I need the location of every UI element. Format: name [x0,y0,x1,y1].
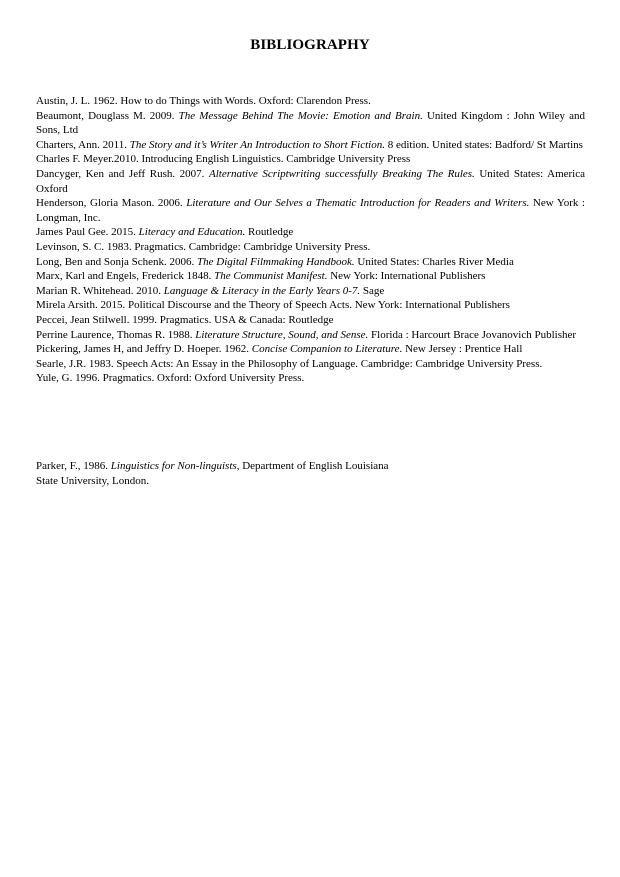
entry-text: United Kingdom : John Wiley and Sons, Ltd [36,109,585,137]
entry-text: Levinson, S. C. 1983. Pragmatics. Cambridge: Cambridge University Press. [36,240,371,253]
entry-text: Marian R. Whitehead. 2010. [36,284,164,297]
entry-text: Austin, J. L. 1962. How to do Things with Words. Oxford: Clarendon Press. [36,95,371,107]
entry-title: The Message Behind The Movie: Emotion and Brain. [178,109,423,122]
bibliography-entry [36,342,585,357]
entry-text: Dancyger, Ken and Jeff Rush. 2007. [36,167,209,180]
entry-text: James Paul Gee. 2015. [36,226,139,239]
bibliography-entry [36,371,585,386]
entry-title: The Digital Filmmaking Handbook. [197,255,355,268]
entry-text: United States: Charles River Media [354,255,514,268]
bibliography-entry [36,138,585,153]
entry-text: Long, Ben and Sonja Schenk. 2006. [36,255,198,268]
bibliography-entry [36,269,585,284]
entry-title: Literature and Our Selves a Thematic Introduction for Readers and Writers. [186,197,530,210]
entry-title: Linguistics for Non-linguists [110,460,237,472]
entry-title: Concise Companion to Literature. [251,343,403,356]
additional-entry [36,459,585,488]
bibliography-entry [36,225,585,240]
entry-text: Yule, G. 1996. Pragmatics. Oxford: Oxford University Press. [36,372,305,385]
bibliography-entry [36,109,585,138]
entry-text: Parker, F., 1986. [36,460,111,472]
entry-title: The Story and it’s Writer An Introduction to Short Fiction. [129,138,385,151]
entry-text: Charles F. Meyer.2010. Introducing English Linguistics. Cambridge University Press [36,153,411,166]
bibliography-entry [36,284,585,299]
bibliography-entry [36,313,585,328]
entry-text: Pickering, James H, and Jeffry D. Hoeper. 1962. [36,343,252,356]
page-title: BIBLIOGRAPHY [250,37,370,53]
entry-title: The Communist Manifest. [214,270,328,283]
entry-text: 8 edition. United states: Badford/ St Martins [384,138,583,151]
bibliography-entry [36,328,585,343]
entry-text: Routledge [245,226,294,239]
bibliography-entry [36,196,585,225]
entry-text: United States: America Oxford [36,167,585,195]
entry-text: Charters, Ann. 2011. [36,138,130,151]
entry-text: New Jersey : Prentice Hall [402,343,523,356]
bibliography-entry [36,240,585,255]
bibliography-entry [36,255,585,270]
entry-text: Marx, Karl and Engels, Frederick 1848. [36,270,215,283]
entry-text: New York : Longman, Inc. [36,197,585,224]
entry-text: Florida : Harcourt Brace Jovanovich Publisher [368,328,577,341]
entry-title: Alternative Scriptwriting successfully Breaking The Rules. [208,167,475,180]
entry-text: Perrine Laurence, Thomas R. 1988. [36,328,196,341]
entry-text: Henderson, Gloria Mason. 2006. [36,197,187,210]
entry-text: Peccei, Jean Stilwell. 1999. Pragmatics. USA & Canada: Routledge [36,313,334,326]
additional-entry-line-1 [36,459,585,474]
entry-title: Literature Structure, Sound, and Sense. [195,328,369,341]
bibliography-entry [36,357,585,372]
entry-text: New York: International Publishers [327,270,486,283]
bibliography-entry [36,167,585,196]
bibliography-list [36,94,585,386]
entry-title: Literacy and Education. [138,226,246,239]
bibliography-entry [36,94,585,109]
entry-title: Language & Literacy in the Early Years 0-7. [163,284,361,297]
entry-text: Beaumont, Douglass M. 2009. [36,109,179,122]
entry-text: Sage [360,284,385,297]
entry-text: Searle, J.R. 1983. Speech Acts: An Essay in the Philosophy of Language. Cambridge: Cambridge University Press. [36,357,543,370]
bibliography-entry [36,298,585,313]
entry-text: Mirela Arsith. 2015. Political Discourse and the Theory of Speech Acts. New York: International Publishers [36,299,510,312]
additional-entry-line-2: State University, London. [36,474,149,487]
bibliography-entry [36,152,585,167]
entry-text: , Department of English Louisiana [236,460,389,472]
